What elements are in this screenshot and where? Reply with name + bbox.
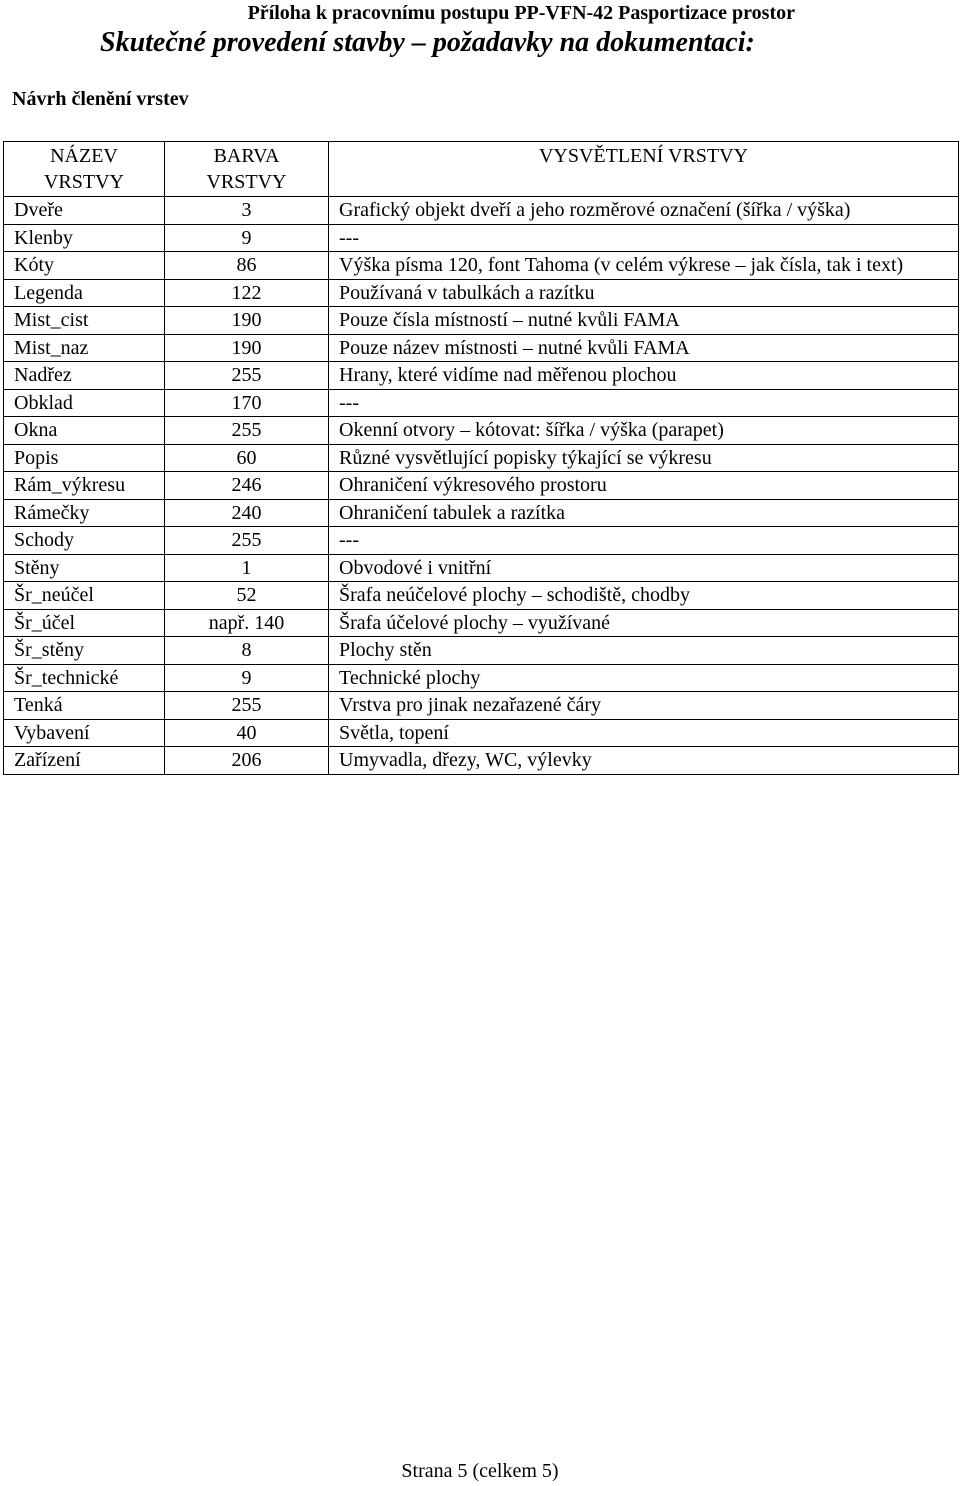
column-header-description: VYSVĚTLENÍ VRSTVY [329, 142, 959, 197]
table-row [4, 582, 959, 610]
layer-description: Grafický objekt dveří a jeho rozměrové označení (šířka / výška) [329, 197, 959, 225]
column-header-color-line1: BARVA [213, 145, 280, 167]
section-title: Návrh členění vrstev [12, 88, 189, 110]
layer-color: 190 [165, 307, 329, 335]
column-header-name [4, 142, 165, 197]
layer-color: 190 [165, 334, 329, 362]
layer-color: 170 [165, 389, 329, 417]
layer-color: 1 [165, 554, 329, 582]
layer-color: 246 [165, 472, 329, 500]
layer-name: Mist_cist [4, 307, 165, 335]
layer-description: Obvodové i vnitřní [329, 554, 959, 582]
table-row [4, 224, 959, 252]
table-header-row [4, 142, 959, 197]
layer-name: Stěny [4, 554, 165, 582]
layer-name: Rám_výkresu [4, 472, 165, 500]
layer-color: 86 [165, 252, 329, 280]
layer-color: 255 [165, 417, 329, 445]
layer-name: Zařízení [4, 747, 165, 775]
layer-name: Rámečky [4, 499, 165, 527]
document-title: Skutečné provedení stavby – požadavky na dokumentaci: [100, 27, 755, 58]
column-header-name-line2: VRSTVY [43, 171, 124, 193]
layer-name: Obklad [4, 389, 165, 417]
layer-description: Různé vysvětlující popisky týkající se výkresu [329, 444, 959, 472]
layer-color: 3 [165, 197, 329, 225]
layer-name: Okna [4, 417, 165, 445]
document-header: Příloha k pracovnímu postupu PP-VFN-42 Pasportizace prostor [247, 2, 795, 24]
table-row [4, 692, 959, 720]
table-row [4, 747, 959, 775]
layer-description: Ohraničení výkresového prostoru [329, 472, 959, 500]
layer-color: 9 [165, 664, 329, 692]
table-row [4, 362, 959, 390]
layer-description: Pouze čísla místností – nutné kvůli FAMA [329, 307, 959, 335]
layer-description: --- [329, 389, 959, 417]
table-row [4, 334, 959, 362]
layer-description: Šrafa neúčelové plochy – schodiště, chodby [329, 582, 959, 610]
layer-name: Mist_naz [4, 334, 165, 362]
layer-color: 255 [165, 527, 329, 555]
table-row [4, 472, 959, 500]
layer-color: 240 [165, 499, 329, 527]
layer-color: např. 140 [165, 609, 329, 637]
layer-name: Nadřez [4, 362, 165, 390]
layer-name: Šr_stěny [4, 637, 165, 665]
column-header-color-line2: VRSTVY [206, 171, 287, 193]
table-row [4, 389, 959, 417]
table-row [4, 417, 959, 445]
table-row [4, 252, 959, 280]
layer-color: 122 [165, 279, 329, 307]
page-footer: Strana 5 (celkem 5) [401, 1460, 559, 1482]
table-row [4, 279, 959, 307]
layer-description: Pouze název místnosti – nutné kvůli FAMA [329, 334, 959, 362]
layer-description: Světla, topení [329, 719, 959, 747]
layer-color: 255 [165, 692, 329, 720]
layer-description: Vrstva pro jinak nezařazené čáry [329, 692, 959, 720]
layer-color: 52 [165, 582, 329, 610]
layer-name: Vybavení [4, 719, 165, 747]
table-row [4, 554, 959, 582]
table-row [4, 609, 959, 637]
table-row [4, 444, 959, 472]
layer-description: --- [329, 527, 959, 555]
layer-description: Výška písma 120, font Tahoma (v celém výkrese – jak čísla, tak i text) [329, 252, 959, 280]
layer-description: Okenní otvory – kótovat: šířka / výška (parapet) [329, 417, 959, 445]
column-header-name-line1: NÁZEV [50, 145, 118, 167]
table-row [4, 499, 959, 527]
layer-color: 8 [165, 637, 329, 665]
layer-name: Šr_technické [4, 664, 165, 692]
column-header-color [165, 142, 329, 197]
layer-name: Šr_neúčel [4, 582, 165, 610]
layer-name: Klenby [4, 224, 165, 252]
table-row [4, 527, 959, 555]
layer-description: Plochy stěn [329, 637, 959, 665]
layer-description: Umyvadla, dřezy, WC, výlevky [329, 747, 959, 775]
table-header [4, 142, 959, 197]
layers-table [3, 141, 959, 775]
layer-color: 206 [165, 747, 329, 775]
layer-color: 255 [165, 362, 329, 390]
table-row [4, 197, 959, 225]
layer-color: 60 [165, 444, 329, 472]
layer-description: Ohraničení tabulek a razítka [329, 499, 959, 527]
layer-name: Schody [4, 527, 165, 555]
layer-name: Šr_účel [4, 609, 165, 637]
layer-name: Tenká [4, 692, 165, 720]
table-row [4, 637, 959, 665]
layer-description: Šrafa účelové plochy – využívané [329, 609, 959, 637]
layer-description: Hrany, které vidíme nad měřenou plochou [329, 362, 959, 390]
table-body [4, 197, 959, 775]
table-row [4, 307, 959, 335]
table-row [4, 664, 959, 692]
layer-description: Technické plochy [329, 664, 959, 692]
layer-name: Popis [4, 444, 165, 472]
layer-description: Používaná v tabulkách a razítku [329, 279, 959, 307]
layer-name: Dveře [4, 197, 165, 225]
layer-color: 40 [165, 719, 329, 747]
layer-description: --- [329, 224, 959, 252]
layer-color: 9 [165, 224, 329, 252]
layer-name: Legenda [4, 279, 165, 307]
layer-name: Kóty [4, 252, 165, 280]
table-row [4, 719, 959, 747]
